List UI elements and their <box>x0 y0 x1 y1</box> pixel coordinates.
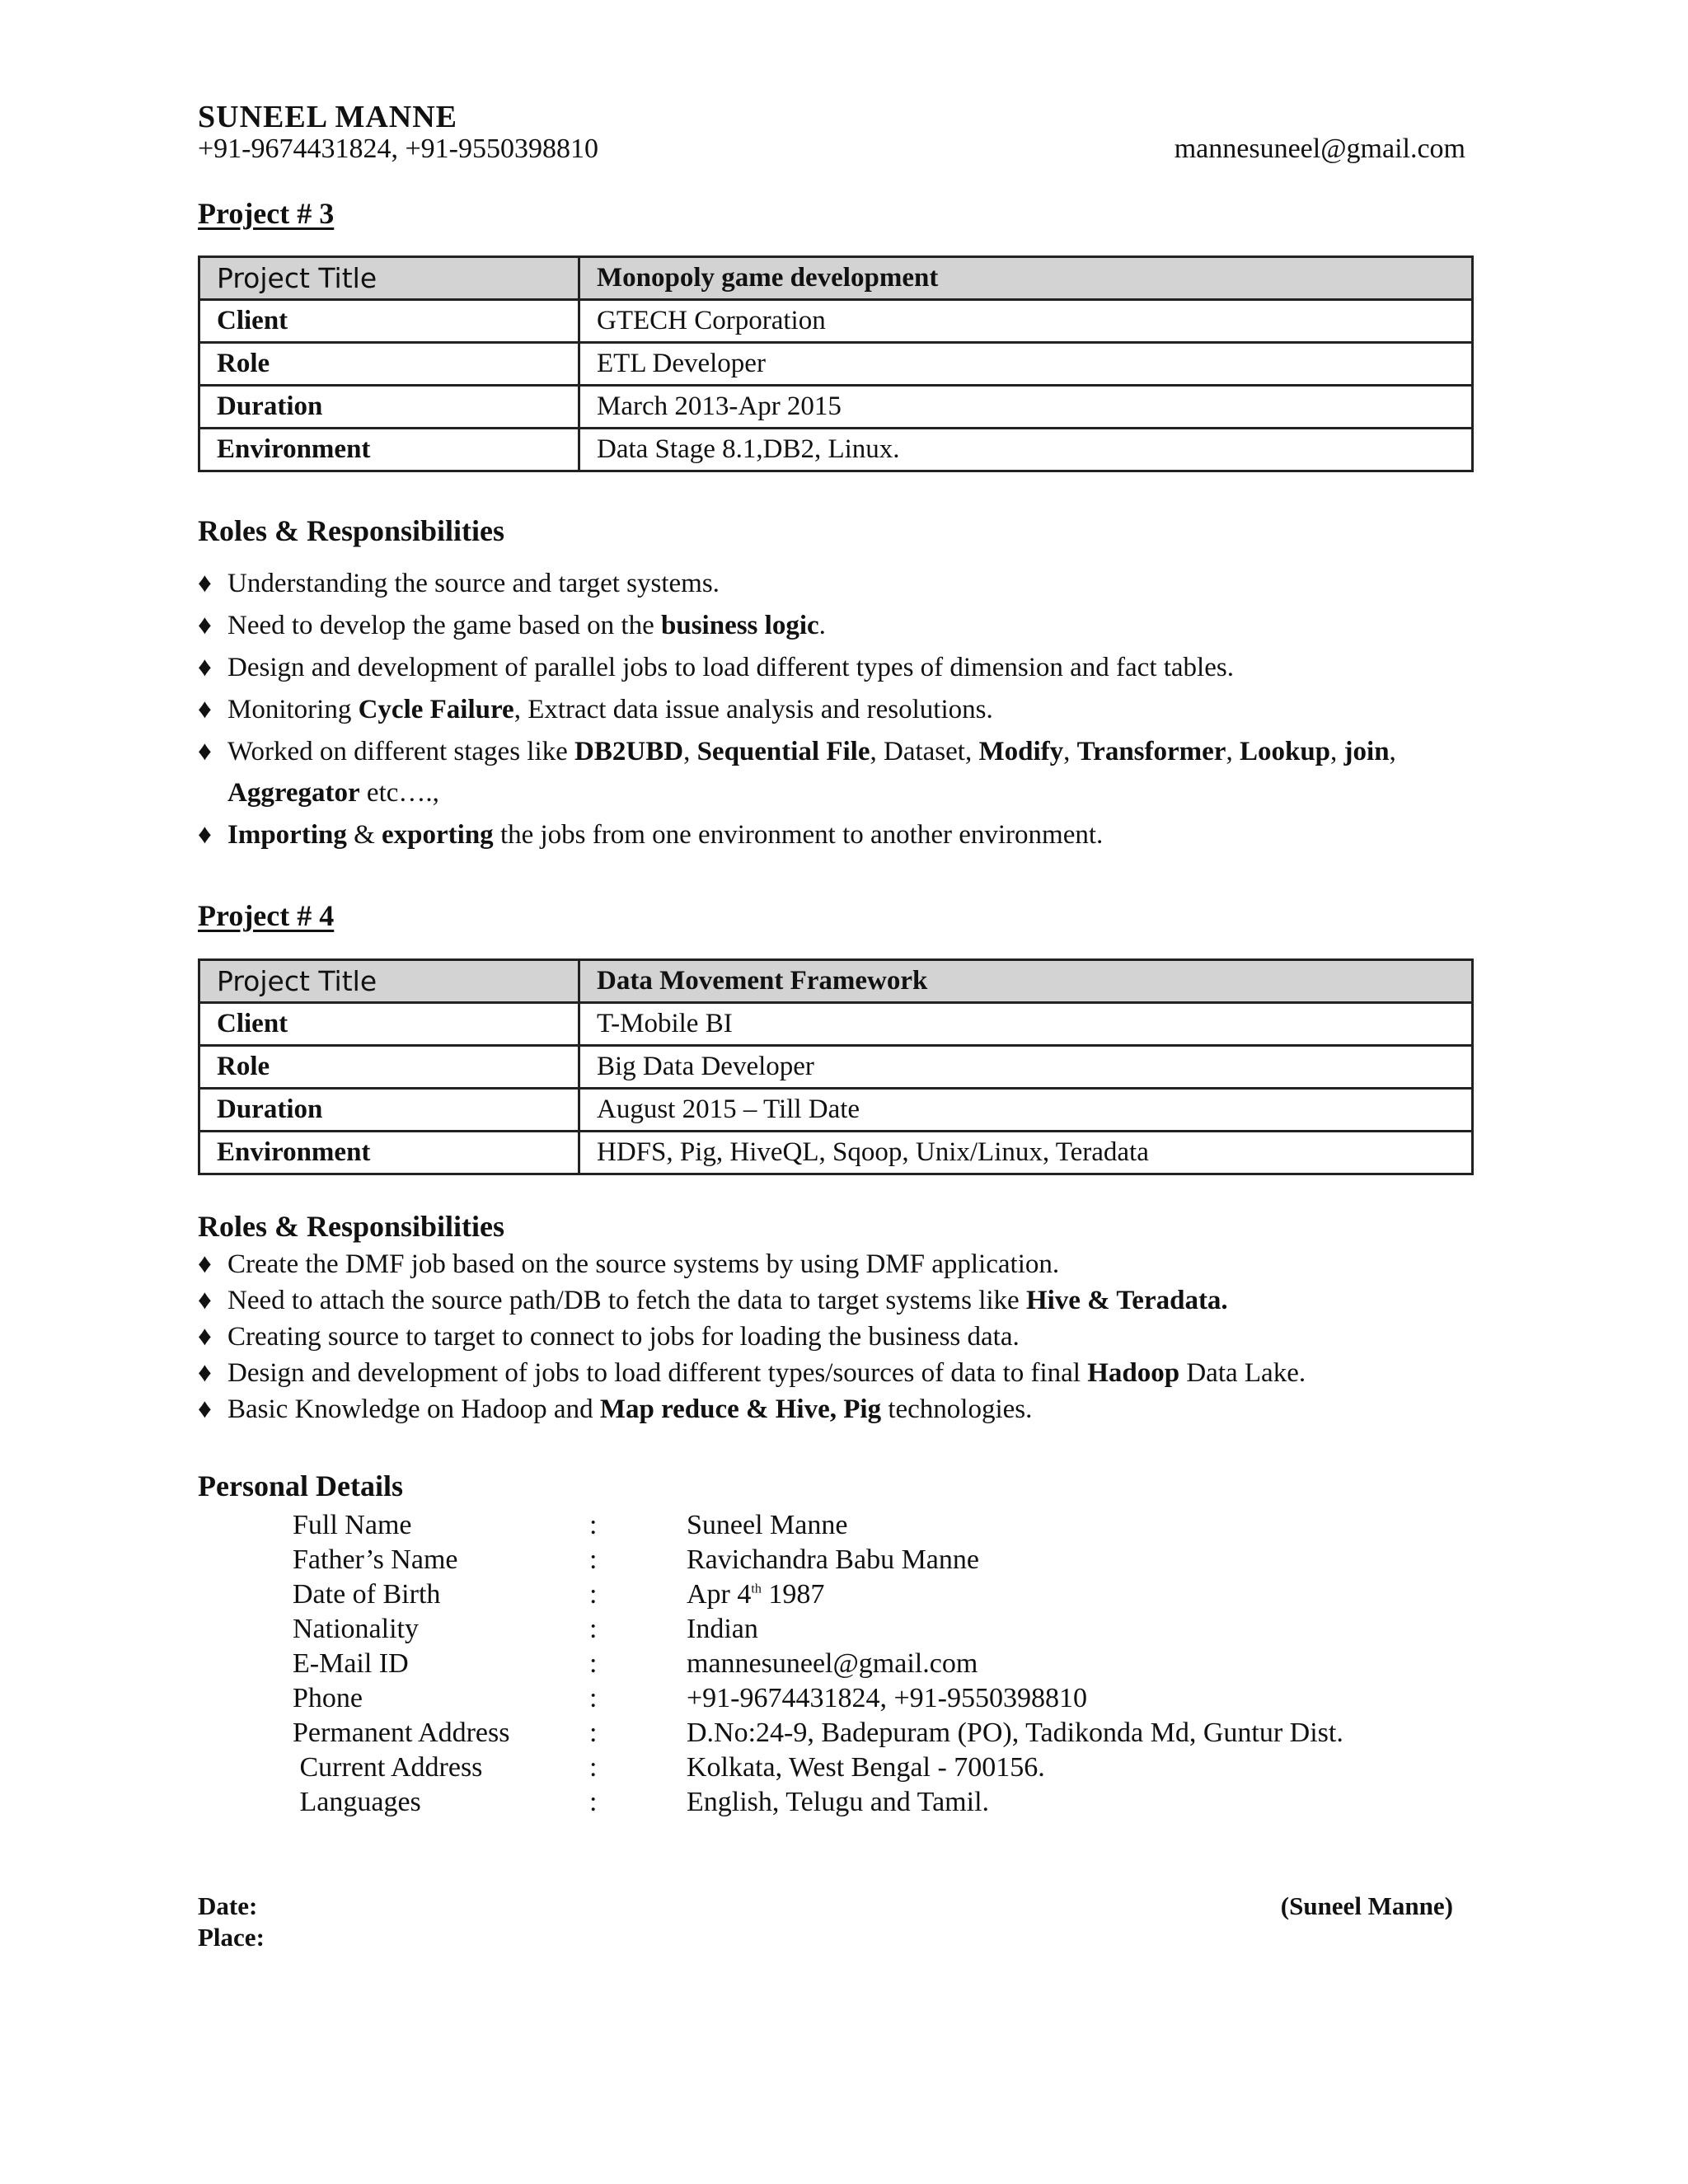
responsibility-text: Worked on different stages like <box>227 737 575 766</box>
project-4-roles-list <box>198 1246 1484 1427</box>
diamond-bullet-icon: ♦ <box>198 1322 212 1352</box>
project-field-value: Monopoly game development <box>579 257 1473 300</box>
project-table-row <box>199 386 1473 429</box>
personal-detail-label: Phone <box>293 1683 363 1713</box>
responsibility-text: Create the DMF job based on the source systems by using DMF application. <box>227 1249 1060 1279</box>
project-field-value: Data Stage 8.1,DB2, Linux. <box>579 429 1473 471</box>
project-3-roles-list <box>198 563 1484 856</box>
project-table-row <box>199 1046 1473 1089</box>
responsibility-item <box>198 814 1484 855</box>
responsibility-item <box>198 563 1484 604</box>
project-field-label: Project Title <box>199 257 579 300</box>
responsibility-item <box>198 1246 1484 1282</box>
project-field-label: Duration <box>199 1089 579 1132</box>
responsibility-text: , <box>1389 737 1396 766</box>
header-email: mannesuneel@gmail.com <box>1174 134 1465 164</box>
project-field-value: March 2013-Apr 2015 <box>579 386 1473 429</box>
personal-detail-separator: : <box>589 1718 598 1748</box>
personal-detail-row <box>293 1647 1343 1681</box>
responsibility-text: , Dataset, <box>870 737 979 766</box>
responsibility-item <box>198 689 1484 730</box>
personal-detail-label: E-Mail ID <box>293 1648 409 1679</box>
responsibility-text: Creating source to target to connect to jobs for loading the business data. <box>227 1322 1020 1352</box>
project-3-table <box>198 255 1474 472</box>
personal-detail-separator: : <box>589 1614 598 1644</box>
personal-detail-value <box>687 1647 1343 1681</box>
personal-detail-row <box>293 1508 1343 1543</box>
responsibility-item <box>198 1319 1484 1355</box>
responsibility-text: , <box>1063 737 1077 766</box>
project-field-value: August 2015 – Till Date <box>579 1089 1473 1132</box>
responsibility-text: , Extract data issue analysis and resolutions. <box>513 695 993 724</box>
responsibility-text: Monitoring <box>227 695 359 724</box>
project-field-value: HDFS, Pig, HiveQL, Sqoop, Unix/Linux, Teradata <box>579 1132 1473 1174</box>
responsibility-text: , <box>1330 737 1344 766</box>
personal-detail-value <box>687 1577 1343 1612</box>
responsibility-item <box>198 1391 1484 1427</box>
personal-detail-row <box>293 1716 1343 1750</box>
responsibility-text: , <box>1226 737 1240 766</box>
diamond-bullet-icon: ♦ <box>198 1394 212 1424</box>
diamond-bullet-icon: ♦ <box>198 1358 212 1388</box>
personal-detail-label: Date of Birth <box>293 1579 441 1610</box>
diamond-bullet-icon: ♦ <box>198 737 212 766</box>
bold-term: Map reduce & Hive, Pig <box>599 1394 882 1424</box>
project-field-value: T-Mobile BI <box>579 1003 1473 1046</box>
personal-detail-separator: : <box>589 1648 598 1679</box>
personal-detail-row <box>293 1681 1343 1716</box>
project-table-row <box>199 1003 1473 1046</box>
responsibility-item <box>198 1282 1484 1319</box>
personal-details-heading: Personal Details <box>198 1469 403 1502</box>
project-4-roles-heading: Roles & Responsibilities <box>198 1210 505 1243</box>
personal-detail-value <box>687 1716 1343 1750</box>
diamond-bullet-icon: ♦ <box>198 569 212 598</box>
responsibility-item <box>198 605 1484 646</box>
signature: (Suneel Manne) <box>1280 1891 1453 1920</box>
personal-detail-row <box>293 1612 1343 1647</box>
personal-detail-separator: : <box>589 1752 598 1783</box>
responsibility-text: Need to develop the game based on the <box>227 611 661 640</box>
personal-detail-value <box>687 1681 1343 1716</box>
personal-detail-label: Nationality <box>293 1614 419 1644</box>
project-3-heading: Project # 3 <box>198 197 335 230</box>
personal-detail-value-text: +91-9674431824, +91-9550398810 <box>687 1683 1087 1713</box>
bold-term: exporting <box>382 820 494 850</box>
bold-term: Importing <box>227 820 347 850</box>
diamond-bullet-icon: ♦ <box>198 695 212 724</box>
project-table-row <box>199 343 1473 386</box>
project-field-value: ETL Developer <box>579 343 1473 386</box>
project-field-label: Environment <box>199 1132 579 1174</box>
personal-detail-separator: : <box>589 1544 598 1575</box>
personal-detail-separator: : <box>589 1510 598 1540</box>
responsibility-text: . <box>818 611 826 640</box>
diamond-bullet-icon: ♦ <box>198 611 212 640</box>
responsibility-text: & <box>346 820 382 850</box>
bold-term: business logic <box>661 611 819 640</box>
personal-detail-row <box>293 1577 1343 1612</box>
bold-term: Hadoop <box>1087 1358 1180 1388</box>
project-field-label: Environment <box>199 429 579 471</box>
project-table-row <box>199 960 1473 1003</box>
personal-detail-value-text: D.No:24-9, Badepuram (PO), Tadikonda Md, Guntur Dist. <box>687 1718 1343 1748</box>
bold-term: Modify <box>978 737 1064 766</box>
personal-detail-value-text: Apr 4 <box>687 1579 752 1610</box>
diamond-bullet-icon: ♦ <box>198 1286 212 1315</box>
project-field-label: Client <box>199 1003 579 1046</box>
responsibility-text: the jobs from one environment to another environment. <box>493 820 1104 850</box>
place-label: Place: <box>198 1923 265 1952</box>
responsibility-text: Basic Knowledge on Hadoop and <box>227 1394 600 1424</box>
responsibility-text: Need to attach the source path/DB to fetch the data to target systems like <box>227 1286 1026 1315</box>
personal-detail-separator: : <box>589 1683 598 1713</box>
bold-term: DB2UBD <box>574 737 684 766</box>
diamond-bullet-icon: ♦ <box>198 1249 212 1279</box>
responsibility-item <box>198 647 1484 688</box>
candidate-name: SUNEEL MANNE <box>198 100 457 134</box>
personal-detail-value-text: Suneel Manne <box>687 1510 848 1540</box>
responsibility-text: Data Lake. <box>1179 1358 1306 1388</box>
personal-detail-value <box>687 1785 1343 1820</box>
personal-detail-separator: : <box>589 1787 598 1817</box>
project-field-label: Role <box>199 343 579 386</box>
responsibility-item <box>198 1355 1484 1391</box>
bold-term: Hive & Teradata. <box>1025 1286 1228 1315</box>
personal-detail-value <box>687 1508 1343 1543</box>
personal-detail-row <box>293 1543 1343 1577</box>
diamond-bullet-icon: ♦ <box>198 820 212 850</box>
bold-term: Transformer <box>1076 737 1226 766</box>
personal-details-table <box>293 1508 1343 1820</box>
personal-detail-label: Current Address <box>293 1752 483 1783</box>
project-field-value: Big Data Developer <box>579 1046 1473 1089</box>
personal-detail-value-text: Indian <box>687 1614 758 1644</box>
personal-detail-label: Full Name <box>293 1510 412 1540</box>
bold-term: Sequential File <box>696 737 870 766</box>
ordinal-suffix: th <box>751 1582 762 1596</box>
header-phones: +91-9674431824, +91-9550398810 <box>198 134 598 164</box>
personal-detail-separator: : <box>589 1579 598 1610</box>
date-label: Date: <box>198 1891 258 1920</box>
project-table-row <box>199 1132 1473 1174</box>
responsibility-text: Understanding the source and target systems. <box>227 569 720 598</box>
project-3-roles-heading: Roles & Responsibilities <box>198 514 505 547</box>
bold-term: join <box>1343 737 1390 766</box>
project-4-heading: Project # 4 <box>198 899 335 932</box>
project-table-row <box>199 429 1473 471</box>
personal-detail-label: Languages <box>293 1787 421 1817</box>
responsibility-text: etc…., <box>359 778 439 808</box>
project-field-label: Client <box>199 300 579 343</box>
project-field-label: Duration <box>199 386 579 429</box>
bold-term: Lookup <box>1239 737 1331 766</box>
project-field-label: Role <box>199 1046 579 1089</box>
responsibility-item <box>198 731 1484 813</box>
personal-detail-row <box>293 1785 1343 1820</box>
project-field-value: Data Movement Framework <box>579 960 1473 1003</box>
personal-detail-label: Permanent Address <box>293 1718 510 1748</box>
responsibility-text: technologies. <box>881 1394 1033 1424</box>
personal-detail-value-text: Ravichandra Babu Manne <box>687 1544 979 1575</box>
personal-detail-value-text: English, Telugu and Tamil. <box>687 1787 990 1817</box>
responsibility-text: Design and development of jobs to load different types/sources of data to final <box>227 1358 1088 1388</box>
responsibility-text: Design and development of parallel jobs to load different types of dimension and fact tables. <box>227 653 1234 682</box>
project-table-row <box>199 1089 1473 1132</box>
personal-detail-row <box>293 1750 1343 1785</box>
personal-detail-value <box>687 1750 1343 1785</box>
personal-detail-value <box>687 1543 1343 1577</box>
project-field-value: GTECH Corporation <box>579 300 1473 343</box>
bold-term: Cycle Failure <box>358 695 514 724</box>
diamond-bullet-icon: ♦ <box>198 653 212 682</box>
responsibility-text: , <box>683 737 697 766</box>
personal-detail-value-text: Kolkata, West Bengal - 700156. <box>687 1752 1045 1783</box>
project-table-row <box>199 257 1473 300</box>
personal-detail-value-text: mannesuneel@gmail.com <box>687 1648 978 1679</box>
personal-detail-value-tail: 1987 <box>761 1579 825 1610</box>
project-4-table <box>198 958 1474 1175</box>
project-field-label: Project Title <box>199 960 579 1003</box>
bold-term: Aggregator <box>227 778 360 808</box>
personal-detail-label: Father’s Name <box>293 1544 458 1575</box>
project-table-row <box>199 300 1473 343</box>
personal-detail-value <box>687 1612 1343 1647</box>
